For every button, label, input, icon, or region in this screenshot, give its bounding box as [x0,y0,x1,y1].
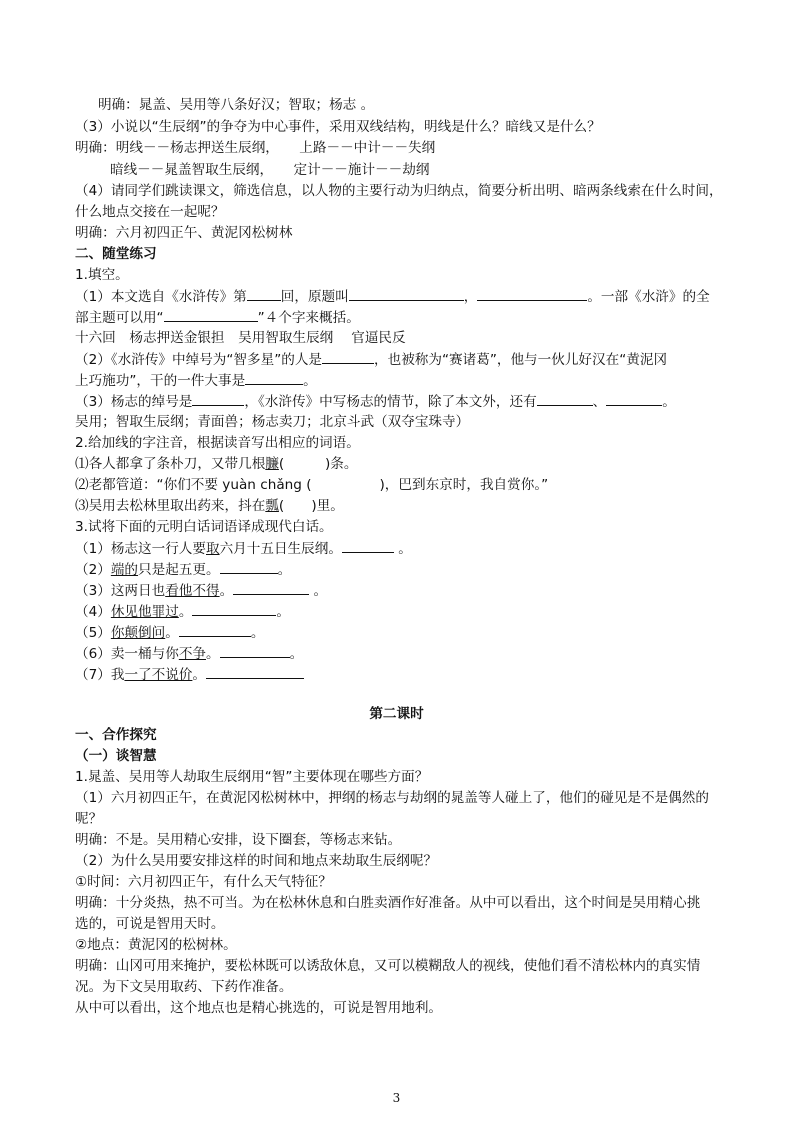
question-line: （1）六月初四正午，在黄泥冈松树林中，押纲的杨志与劫纲的晁盖等人碰上了，他们的碰见是不是偶然的 [75,790,709,806]
answer-blank[interactable] [206,664,304,679]
translate-item: （2）端的只是起五更。 。 [75,559,793,579]
answer-blank[interactable] [247,286,281,301]
translate-item: （6）卖一桶与你不争。 。 [75,643,793,663]
question-line: 什么地点交接在一起呢？ [75,204,225,220]
pinyin-item: ⑶吴用去松林里取出药来，抖在瓢( )里。 [75,498,344,514]
answer-line: 暗线－－晁盖智取生辰纲， 定计－－施计－－劫纲 [110,162,430,178]
answer-line: 选的，可说是智用天时。 [75,916,225,932]
answer-line: 明确：晁盖、吴用等八条好汉；智取；杨志 。 [98,97,375,113]
answer-blank[interactable] [179,622,251,637]
section-heading: 二、随堂练习 [75,246,157,262]
answer-blank[interactable] [322,349,374,364]
fill-blank-line: （2）《水浒传》中绰号为“智多星”的人是 ，也被称为“赛诸葛”，他与一伙儿好汉在“黄泥冈 [75,349,793,369]
pinyin-item: ⑵老都管道：“你们不要 yuàn chǎng ( )，巴到东京时，我自赏你。” [75,477,549,493]
exercise-heading: 3.试将下面的元明白话词语译成现代白话。 [75,519,333,535]
question-line: ②地点：黄泥冈的松树林。 [75,937,237,953]
translate-item: （4）休见他罪过。 。 [75,601,793,621]
section-heading: 一、合作探究 [75,727,157,743]
question-line: （3）小说以“生辰纲”的争夺为中心事件，采用双线结构，明线是什么？暗线又是什么？ [75,119,601,135]
translate-item: （1）杨志这一行人要取六月十五日生辰纲。 。 [75,538,793,558]
question-line: 1.晁盖、吴用等人劫取生辰纲用“智”主要体现在哪些方面？ [75,769,429,785]
page-number: 3 [392,1091,401,1105]
translate-item: （3）这两日也看他不得。 。 [75,580,793,600]
answer-line: 明确：不是。吴用精心安排，设下圈套，等杨志来钻。 [75,832,402,848]
answer-blank[interactable] [220,559,278,574]
answer-line: 况。为下文吴用取药、下药作准备。 [75,979,293,995]
answer-blank[interactable] [606,391,662,406]
answer-line: 明确：六月初四正午、黄泥冈松树林 [75,225,293,241]
answer-blank[interactable] [233,580,309,595]
question-line: （4）请同学们跳读课文，筛选信息，以人物的主要行动为归纳点，简要分析出明、暗两条线索在什么时间， [75,183,723,199]
pinyin-item: ⑴各人都拿了条朴刀，又带几根臁( )条。 [75,456,358,472]
answer-line: 明确：明线－－杨志押送生辰纲， 上路－－中计－－失纲 [75,140,436,156]
question-line: 呢？ [75,811,103,827]
fill-blank-line: （3）杨志的绰号是 ，《水浒传》中写杨志的情节，除了本文外，还有 、 。 [75,391,793,411]
answer-blank[interactable] [192,601,276,616]
answer-blank[interactable] [164,307,258,322]
translate-item: （5）你颠倒问。 。 [75,622,793,642]
fill-blank-line: 部主题可以用“ ”４个字来概括。 [75,307,793,327]
answer-blank[interactable] [349,286,464,301]
translate-item: （7）我一了不说价。 [75,664,793,684]
answer-blank[interactable] [192,391,244,406]
answer-line: 十六回 杨志押送金银担 吴用智取生辰纲 官逼民反 [75,330,406,346]
answer-blank[interactable] [245,370,303,385]
answer-blank[interactable] [220,643,290,658]
answer-blank[interactable] [342,538,394,553]
subsection-heading: （一）谈智慧 [75,748,157,764]
answer-line: 吴用；智取生辰纲；青面兽；杨志卖刀；北京斗武（双夺宝珠寺） [75,414,470,430]
lesson-title: 第二课时 [369,706,424,722]
exercise-heading: 2.给加线的字注音，根据读音写出相应的词语。 [75,435,360,451]
question-line: ①时间：六月初四正午，有什么天气特征？ [75,874,332,890]
answer-blank[interactable] [537,391,593,406]
fill-blank-line: （1）本文选自《水浒传》第 回，原题叫 ， 。一部《水浒》的全 [75,286,793,306]
answer-blank[interactable] [477,286,587,301]
question-line: （2）为什么吴用要安排这样的时间和地点来劫取生辰纲呢？ [75,853,438,869]
fill-blank-line: 上巧施功”，干的一件大事是 。 [75,370,793,390]
answer-line: 从中可以看出，这个地点也是精心挑选的，可说是智用地利。 [75,1000,443,1016]
exercise-heading: 1.填空。 [75,267,129,283]
answer-line: 明确：十分炎热，热不可当。为在松林休息和白胜卖酒作好准备。从中可以看出，这个时间是吴用精心挑 [75,895,701,911]
answer-line: 明确：山冈可用来掩护，要松林既可以诱敌休息，又可以模糊敌人的视线，使他们看不清松林内的真实情 [75,958,701,974]
